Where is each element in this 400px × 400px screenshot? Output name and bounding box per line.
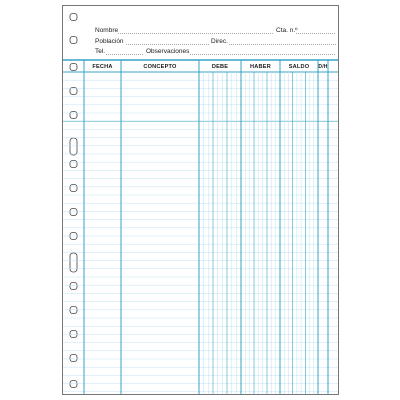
col-dh: D/H (318, 64, 328, 70)
col-haber: HABER (250, 64, 271, 70)
binder-hole (70, 331, 77, 338)
binder-hole (70, 161, 77, 168)
col-concepto: CONCEPTO (143, 64, 177, 70)
binder-slot (70, 253, 77, 272)
direc-label: Direc. (211, 38, 228, 45)
binder-hole (70, 283, 77, 290)
binder-hole (70, 64, 77, 71)
binder-hole (70, 209, 77, 216)
binder-hole (70, 14, 77, 21)
poblacion-label: Población (95, 38, 124, 45)
observaciones-label: Observaciones (146, 48, 190, 55)
tel-label: Tel. (95, 48, 106, 55)
col-saldo: SALDO (288, 64, 310, 70)
binder-hole (70, 185, 77, 192)
cta-label: Cta. n.º (276, 27, 298, 34)
binder-hole (70, 381, 77, 388)
col-debe: DEBE (211, 64, 229, 70)
binder-hole (70, 37, 77, 44)
binder-hole (70, 355, 77, 362)
col-fecha: FECHA (92, 64, 113, 70)
nombre-label: Nombre (95, 27, 119, 34)
binder-slot (70, 138, 77, 155)
binder-hole (70, 112, 77, 119)
